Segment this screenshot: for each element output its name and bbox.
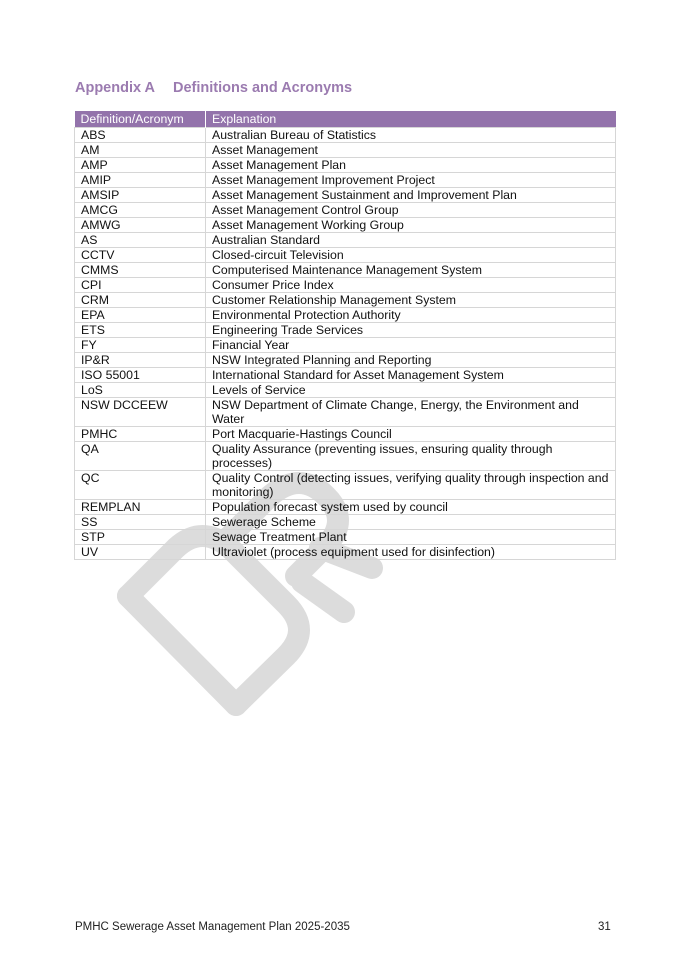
appendix-title: Definitions and Acronyms [173, 80, 353, 96]
explanation-cell: Quality Assurance (preventing issues, ensuring quality through processes) [206, 442, 616, 471]
table-row [75, 338, 616, 353]
explanation-cell: Asset Management Improvement Project [206, 173, 616, 188]
table-row [75, 353, 616, 368]
explanation-cell: Port Macquarie-Hastings Council [206, 427, 616, 442]
explanation-cell: Australian Bureau of Statistics [206, 128, 616, 143]
table-row [75, 427, 616, 442]
table-row [75, 173, 616, 188]
table-row [75, 128, 616, 143]
explanation-cell: Quality Control (detecting issues, verifying quality through inspection and monitoring) [206, 471, 616, 500]
acronym-cell: CCTV [75, 248, 206, 263]
explanation-cell: Asset Management Plan [206, 158, 616, 173]
acronym-cell: STP [75, 530, 206, 545]
table-row [75, 158, 616, 173]
explanation-cell: Ultraviolet (process equipment used for disinfection) [206, 545, 616, 560]
table-row [75, 471, 616, 500]
acronym-cell: AM [75, 143, 206, 158]
table-row [75, 500, 616, 515]
acronym-cell: UV [75, 545, 206, 560]
acronym-cell: QC [75, 471, 206, 500]
table-row [75, 233, 616, 248]
header-explanation: Explanation [206, 111, 616, 128]
acronym-cell: CRM [75, 293, 206, 308]
table-row [75, 188, 616, 203]
acronym-cell: AMWG [75, 218, 206, 233]
explanation-cell: International Standard for Asset Management System [206, 368, 616, 383]
table-row [75, 203, 616, 218]
acronym-cell: AMP [75, 158, 206, 173]
acronym-cell: CMMS [75, 263, 206, 278]
explanation-cell: Asset Management Control Group [206, 203, 616, 218]
table-row [75, 248, 616, 263]
explanation-cell: Engineering Trade Services [206, 323, 616, 338]
explanation-cell: Closed-circuit Television [206, 248, 616, 263]
acronym-cell: ISO 55001 [75, 368, 206, 383]
explanation-cell: Asset Management [206, 143, 616, 158]
explanation-cell: Sewage Treatment Plant [206, 530, 616, 545]
table-row [75, 368, 616, 383]
table-row [75, 218, 616, 233]
acronym-cell: FY [75, 338, 206, 353]
acronym-cell: CPI [75, 278, 206, 293]
acronym-cell: QA [75, 442, 206, 471]
table-row [75, 383, 616, 398]
explanation-cell: Asset Management Sustainment and Improvement Plan [206, 188, 616, 203]
appendix-number: Appendix A [75, 80, 156, 96]
table-row [75, 278, 616, 293]
footer-page-number: 31 [598, 921, 611, 933]
table-row [75, 293, 616, 308]
table-row [75, 323, 616, 338]
explanation-cell: NSW Department of Climate Change, Energy, the Environment and Water [206, 398, 616, 427]
acronym-cell: REMPLAN [75, 500, 206, 515]
acronym-cell: ABS [75, 128, 206, 143]
definitions-table-body [75, 128, 616, 560]
acronym-cell: ETS [75, 323, 206, 338]
table-row [75, 442, 616, 471]
acronym-cell: EPA [75, 308, 206, 323]
explanation-cell: Financial Year [206, 338, 616, 353]
table-row [75, 545, 616, 560]
acronym-cell: AMCG [75, 203, 206, 218]
acronym-cell: SS [75, 515, 206, 530]
explanation-cell: Customer Relationship Management System [206, 293, 616, 308]
acronym-cell: NSW DCCEEW [75, 398, 206, 427]
explanation-cell: Australian Standard [206, 233, 616, 248]
table-row [75, 308, 616, 323]
explanation-cell: Environmental Protection Authority [206, 308, 616, 323]
explanation-cell: Asset Management Working Group [206, 218, 616, 233]
acronym-cell: AMIP [75, 173, 206, 188]
table-row [75, 530, 616, 545]
header-row [75, 111, 616, 128]
acronym-cell: LoS [75, 383, 206, 398]
explanation-cell: Computerised Maintenance Management System [206, 263, 616, 278]
explanation-cell: Sewerage Scheme [206, 515, 616, 530]
explanation-cell: NSW Integrated Planning and Reporting [206, 353, 616, 368]
appendix-heading [75, 80, 352, 96]
acronym-cell: IP&R [75, 353, 206, 368]
definitions-table [74, 111, 616, 560]
footer-document-title: PMHC Sewerage Asset Management Plan 2025-2035 [75, 921, 350, 933]
acronym-cell: PMHC [75, 427, 206, 442]
explanation-cell: Consumer Price Index [206, 278, 616, 293]
table-row [75, 143, 616, 158]
acronym-cell: AMSIP [75, 188, 206, 203]
table-row [75, 515, 616, 530]
header-definition: Definition/Acronym [75, 111, 206, 128]
explanation-cell: Population forecast system used by council [206, 500, 616, 515]
table-row [75, 263, 616, 278]
table-row [75, 398, 616, 427]
explanation-cell: Levels of Service [206, 383, 616, 398]
acronym-cell: AS [75, 233, 206, 248]
